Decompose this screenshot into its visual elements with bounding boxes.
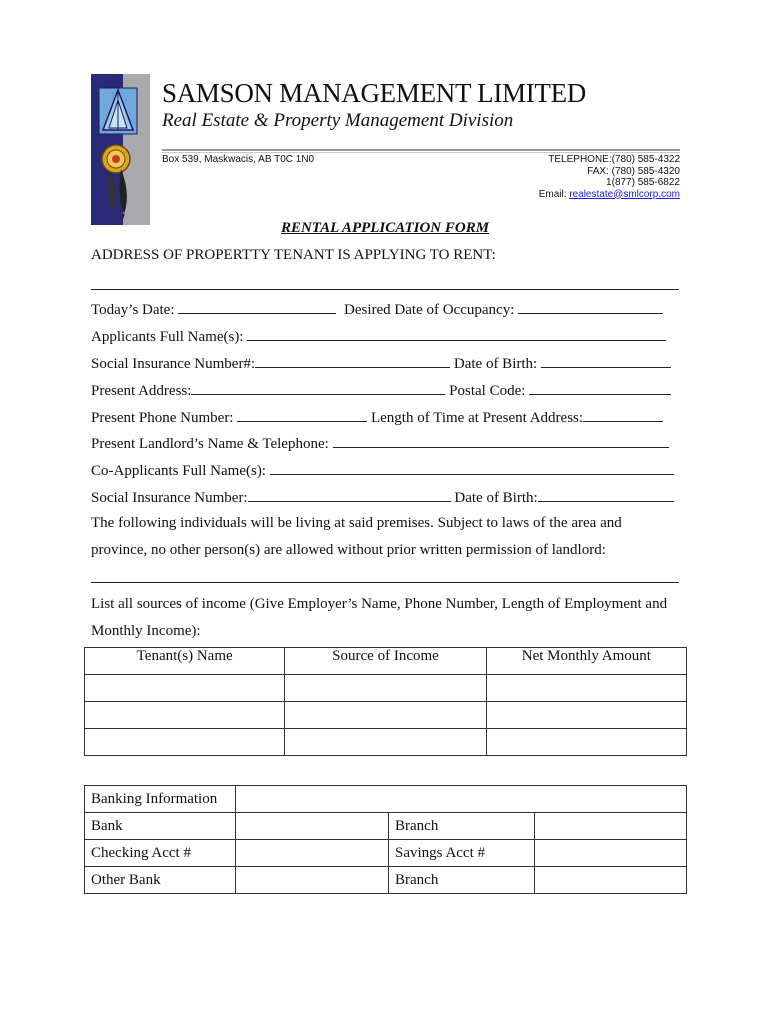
landlord-label: Present Landlord’s Name & Telephone:: [91, 436, 329, 452]
toll-free: 1(877) 585-6822: [606, 177, 680, 188]
branch-field[interactable]: [534, 813, 686, 840]
present-phone-label: Present Phone Number:: [91, 410, 234, 426]
income-cell[interactable]: [486, 729, 686, 756]
other-bank-field[interactable]: [236, 867, 389, 894]
telephone: TELEPHONE:(780) 585-4322: [548, 154, 680, 165]
dob2-label: Date of Birth:: [454, 490, 538, 506]
occupants-text-2: province, no other person(s) are allowed without prior written permission of landlord:: [91, 542, 606, 558]
header-divider-thin: [162, 152, 680, 153]
division-name: Real Estate & Property Management Division: [162, 110, 514, 131]
todays-date-label: Today’s Date:: [91, 302, 175, 318]
property-address-label: ADDRESS OF PROPERTTY TENANT IS APPLYING TO RENT:: [91, 247, 496, 263]
dob-label: Date of Birth:: [453, 356, 538, 372]
table-row: [85, 675, 687, 702]
sin-field[interactable]: [255, 354, 450, 368]
applicant-names-label: Applicants Full Name(s):: [91, 329, 244, 345]
property-address-field[interactable]: [91, 289, 679, 290]
sin-label: Social Insurance Number#:: [91, 356, 256, 372]
present-phone-row: [91, 408, 663, 427]
savings-field[interactable]: [534, 840, 686, 867]
table-row: [85, 867, 687, 894]
postal-code-label: Postal Code:: [449, 383, 526, 399]
income-col-tenant: Tenant(s) Name: [85, 648, 285, 675]
income-cell[interactable]: [85, 729, 285, 756]
table-row: [85, 702, 687, 729]
income-instructions-2: Monthly Income):: [91, 623, 201, 639]
savings-label: Savings Acct #: [389, 840, 535, 867]
income-col-source: Source of Income: [285, 648, 486, 675]
logo-emblem-icon: [91, 74, 150, 225]
occupants-text-1: The following individuals will be living at said premises. Subject to laws of the area and: [91, 515, 622, 531]
income-col-amount: Net Monthly Amount: [486, 648, 686, 675]
table-row: [85, 786, 687, 813]
length-time-label: Length of Time at Present Address:: [370, 410, 584, 426]
email-link[interactable]: realestate@smlcorp.com: [569, 188, 680, 200]
desired-date-field[interactable]: [518, 300, 663, 314]
table-row: [85, 729, 687, 756]
present-address-label: Present Address:: [91, 383, 192, 399]
branch2-field[interactable]: [534, 867, 686, 894]
coapplicants-row: [91, 461, 674, 480]
form-title: RENTAL APPLICATION FORM: [280, 220, 490, 236]
dob-field[interactable]: [541, 354, 671, 368]
coapplicants-label: Co-Applicants Full Name(s):: [91, 463, 266, 479]
present-phone-field[interactable]: [237, 408, 367, 422]
present-address-row: [91, 381, 671, 400]
income-cell[interactable]: [486, 675, 686, 702]
applicant-names-field[interactable]: [247, 327, 666, 341]
checking-label: Checking Acct #: [85, 840, 236, 867]
desired-date-label: Desired Date of Occupancy:: [344, 302, 515, 318]
branch-label: Branch: [389, 813, 535, 840]
email-label: Email:: [538, 188, 570, 200]
postal-code-field[interactable]: [529, 381, 671, 395]
email-line: [539, 189, 680, 201]
banking-table: [84, 785, 687, 894]
sin2-field[interactable]: [248, 488, 451, 502]
sin2-row: [91, 488, 674, 507]
bank-label: Bank: [85, 813, 236, 840]
header-divider: [162, 149, 680, 151]
income-cell[interactable]: [285, 675, 486, 702]
income-instructions-1: List all sources of income (Give Employer’s Name, Phone Number, Length of Employment and: [91, 596, 668, 612]
landlord-row: [91, 434, 669, 453]
banking-title: Banking Information: [85, 786, 236, 813]
banking-title-cell[interactable]: [236, 786, 687, 813]
company-name: SAMSON MANAGEMENT LIMITED: [162, 78, 586, 108]
applicant-names-row: [91, 327, 666, 346]
sin-row: [91, 354, 671, 373]
todays-date-row: [91, 300, 663, 319]
dob2-field[interactable]: [538, 488, 674, 502]
income-cell[interactable]: [85, 702, 285, 729]
income-cell[interactable]: [285, 702, 486, 729]
table-row: [85, 840, 687, 867]
bank-field[interactable]: [236, 813, 389, 840]
company-address: Box 539, Maskwacis, AB T0C 1N0: [162, 154, 315, 165]
todays-date-field[interactable]: [178, 300, 336, 314]
sin2-label: Social Insurance Number:: [91, 490, 248, 506]
coapplicants-field[interactable]: [270, 461, 674, 475]
income-cell[interactable]: [486, 702, 686, 729]
fax: FAX: (780) 585-4320: [587, 165, 680, 177]
checking-field[interactable]: [236, 840, 389, 867]
landlord-field[interactable]: [333, 434, 669, 448]
income-table-header: [85, 648, 687, 675]
length-time-field[interactable]: [583, 408, 663, 422]
table-row: [85, 813, 687, 840]
occupants-field[interactable]: [91, 582, 679, 583]
contact-block: [539, 154, 680, 200]
income-cell[interactable]: [85, 675, 285, 702]
income-table: [84, 647, 687, 756]
income-cell[interactable]: [285, 729, 486, 756]
branch2-label: Branch: [389, 867, 535, 894]
other-bank-label: Other Bank: [85, 867, 236, 894]
present-address-field[interactable]: [191, 381, 445, 395]
company-logo: [91, 74, 150, 225]
